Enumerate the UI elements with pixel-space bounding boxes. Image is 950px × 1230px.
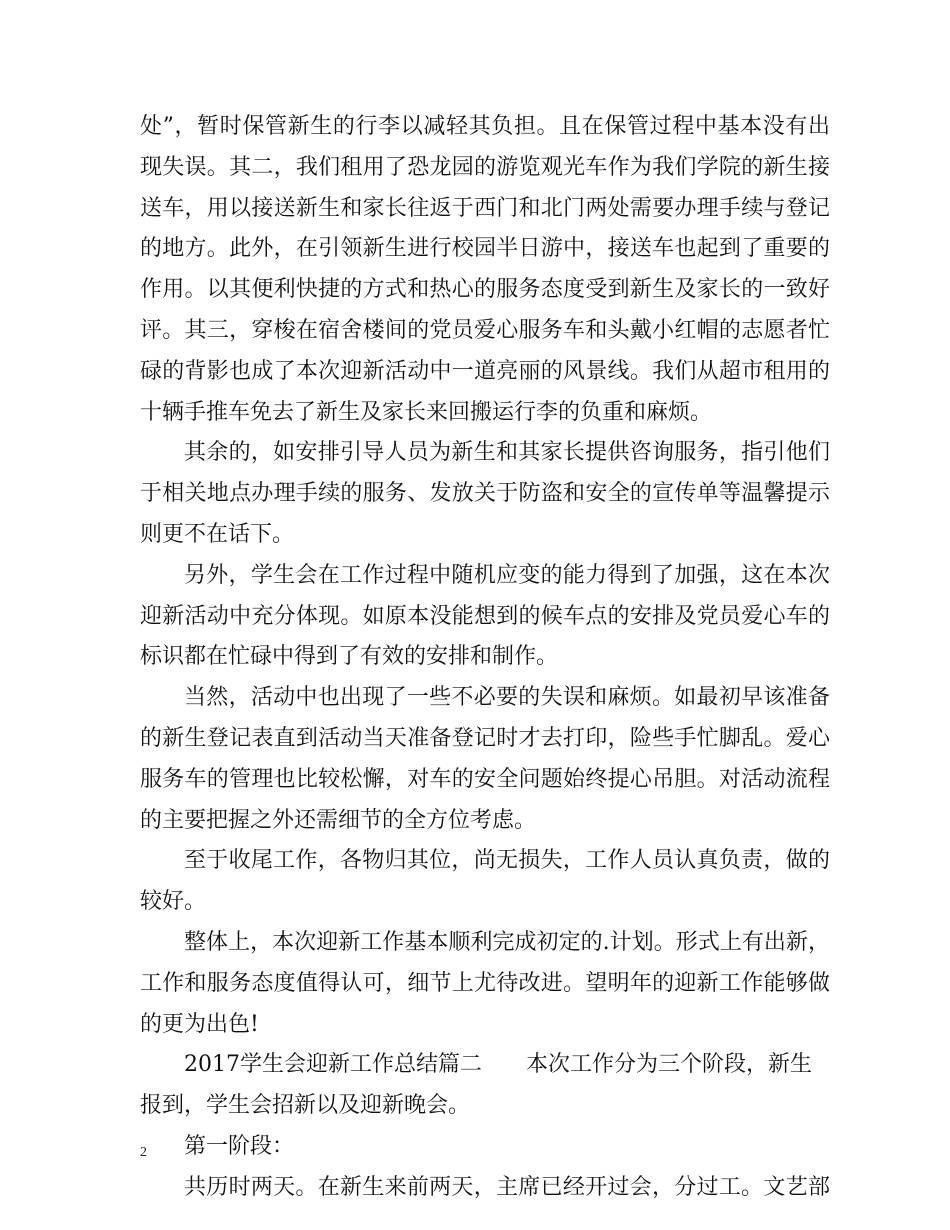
text-line: 送车，用以接送新生和家长往返于西门和北门两处需要办理手续与登记 <box>140 195 830 221</box>
text-line: 的主要把握之外还需细节的全方位考虑。 <box>140 807 537 833</box>
text-line: 作用。以其便利快捷的方式和热心的服务态度受到新生及家长的一致好 <box>140 277 830 303</box>
text-line: 的更为出色! <box>140 1011 259 1037</box>
subheading-line: 第一阶段： <box>184 1133 295 1159</box>
text-line: 的地方。此外，在引领新生进行校园半日游中，接送车也起到了重要的 <box>140 236 830 262</box>
text-line: 标识都在忙碌中得到了有效的安排和制作。 <box>140 644 559 670</box>
paragraph-first-line: 共历时两天。在新生来前两天，主席已经开过会，分过工。文艺部 <box>184 1174 830 1200</box>
paragraph-first-line: 整体上，本次迎新工作基本顺利完成初定的.计划。形式上有出新， <box>184 929 830 955</box>
body-text <box>140 107 830 1209</box>
text-line: 评。其三，穿梭在宿舍楼间的党员爱心服务车和头戴小红帽的志愿者忙 <box>140 317 830 343</box>
text-line: 十辆手推车免去了新生及家长来回搬运行李的负重和麻烦。 <box>140 399 713 425</box>
text-line: 迎新活动中充分体现。如原本没能想到的候车点的安排及党员爱心车的 <box>140 603 830 629</box>
text-line: 工作和服务态度值得认可，细节上尤待改进。望明年的迎新工作能够做 <box>140 970 830 996</box>
paragraph-first-line: 另外，学生会在工作过程中随机应变的能力得到了加强，这在本次 <box>184 562 830 588</box>
text-line: 的新生登记表直到活动当天准备登记时才去打印，险些手忙脚乱。爱心 <box>140 725 830 751</box>
paragraph-first-line: 至于收尾工作，各物归其位，尚无损失，工作人员认真负责，做的 <box>184 848 830 874</box>
text-line: 服务车的管理也比较松懈，对车的安全问题始终提心吊胆。对活动流程 <box>140 766 830 792</box>
section-heading-line: 2017学生会迎新工作总结篇二 本次工作分为三个阶段，新生 <box>184 1052 812 1078</box>
text-line: 现失误。其二，我们租用了恐龙园的游览观光车作为我们学院的新生接 <box>140 154 830 180</box>
text-line: 则更不在话下。 <box>140 521 295 547</box>
text-line: 较好。 <box>140 889 207 915</box>
paragraph-first-line: 当然，活动中也出现了一些不必要的失误和麻烦。如最初早该准备 <box>184 685 830 711</box>
paragraph-first-line: 其余的，如安排引导人员为新生和其家长提供咨询服务，指引他们 <box>184 440 830 466</box>
text-line: 于相关地点办理手续的服务、发放关于防盗和安全的宣传单等温馨提示 <box>140 481 830 507</box>
text-line: 处”，暂时保管新生的行李以减轻其负担。且在保管过程中基本没有出 <box>140 114 830 139</box>
text-line: 报到，学生会招新以及迎新晚会。 <box>140 1093 471 1119</box>
page-number: 2 <box>140 1145 147 1160</box>
text-line: 碌的背影也成了本次迎新活动中一道亮丽的风景线。我们从超市租用的 <box>140 358 830 384</box>
